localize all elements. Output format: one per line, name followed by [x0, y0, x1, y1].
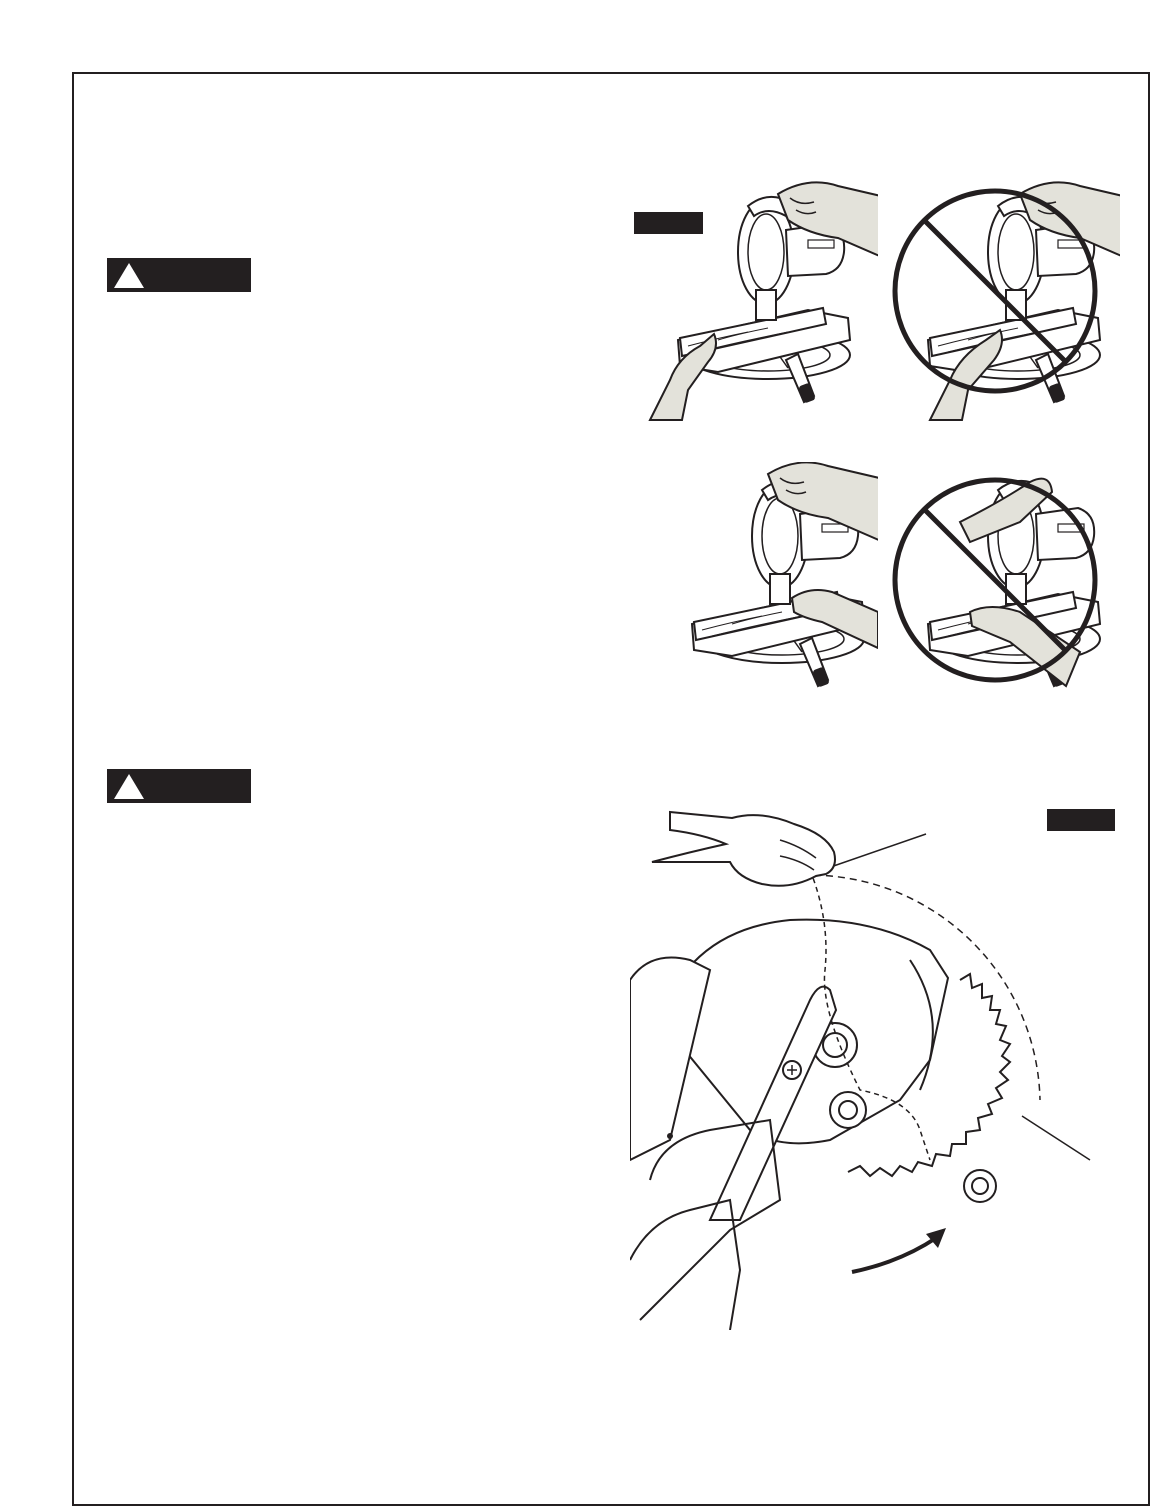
figure-3-blade-guard-detail — [630, 800, 1120, 1330]
rotation-arrow-icon — [926, 1228, 946, 1248]
warning-label-2 — [107, 769, 251, 803]
figure-2-prohibited-panel — [890, 462, 1120, 694]
warning-triangle-icon — [113, 262, 145, 289]
figure-2-correct-panel — [672, 462, 878, 694]
warning-triangle-icon — [113, 773, 145, 800]
figure-1-prohibited-panel — [890, 180, 1120, 422]
figure-1-correct-panel — [648, 180, 878, 422]
warning-label-1 — [107, 258, 251, 292]
